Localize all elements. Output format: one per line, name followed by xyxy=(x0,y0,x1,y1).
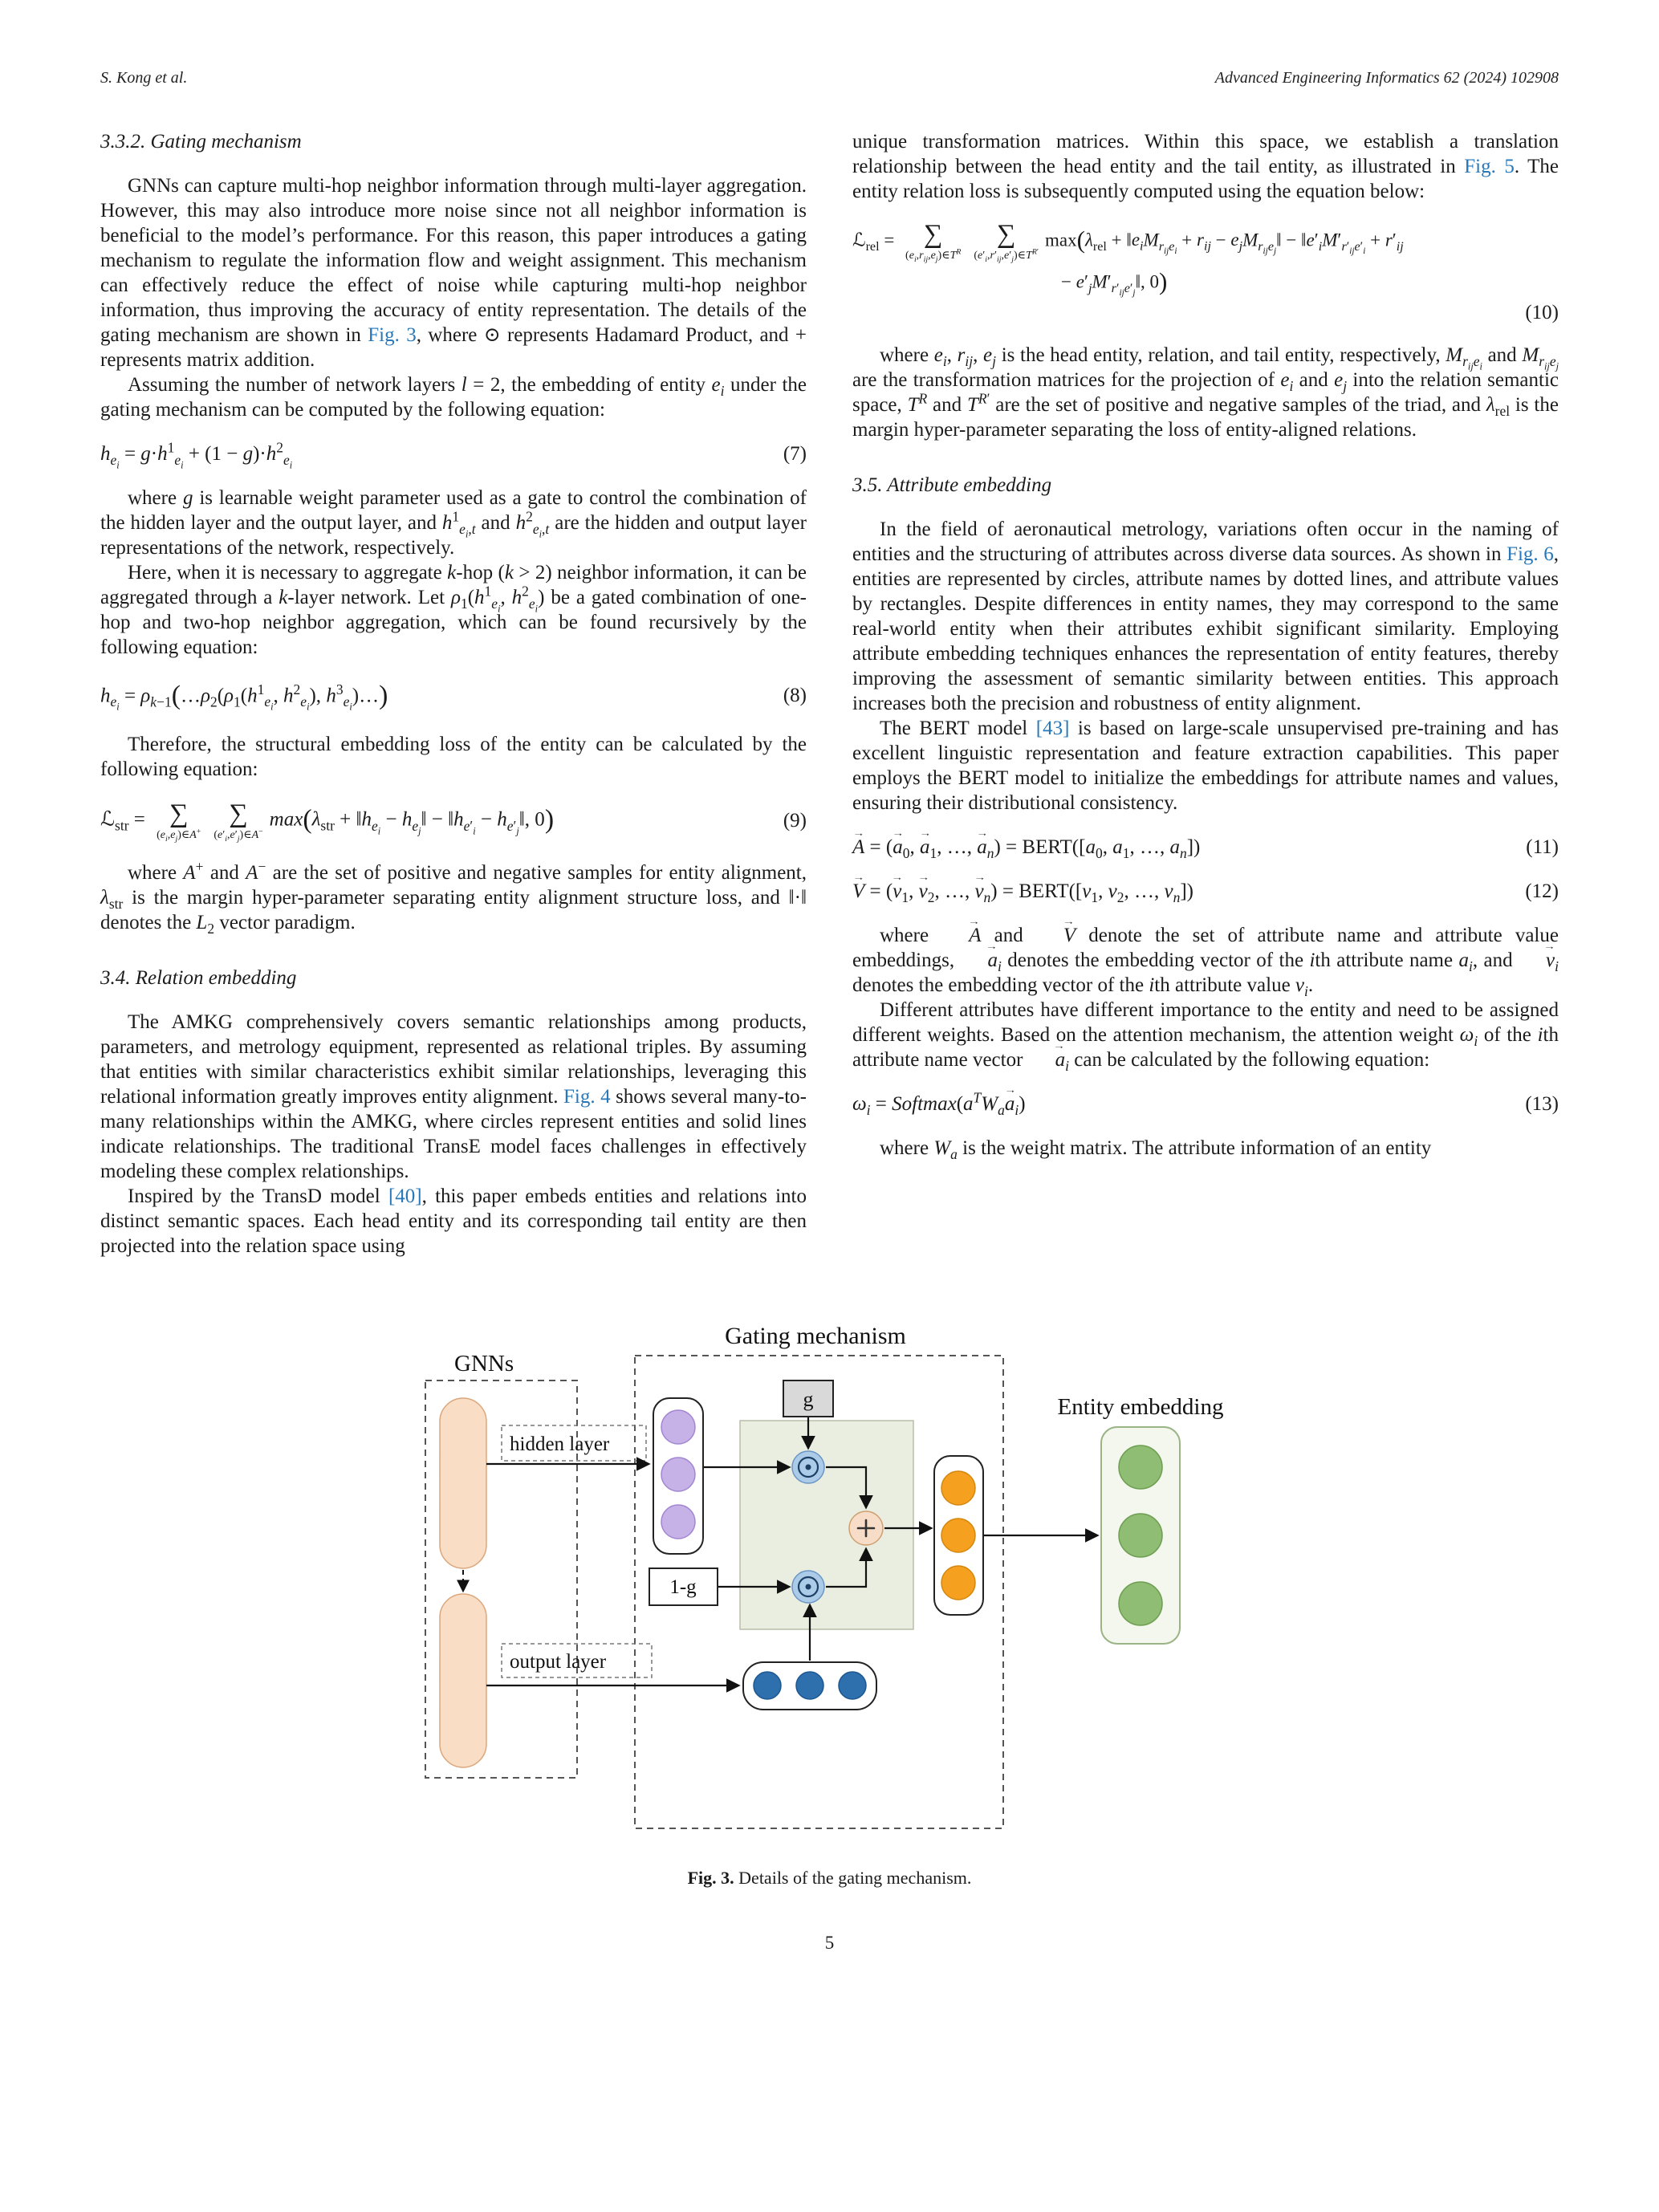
journal-name: Advanced Engineering Informatics 62 (2024) 102908 xyxy=(1214,69,1559,87)
equation-body: ℒ$_{str}$ = ∑ $(e_i,e_j)\in A^+$ ∑ $(e'_i,e'_j)\in A^-$ $\max(\lambda_{str}$ + $‖h_{e_i}$ − $h_{e_j}‖$ − $‖h_{e'_i}$ − $h_{e'_j}‖$, 0) xyxy=(100,799,555,844)
paragraph: GNNs can capture multi-hop neighbor information through multi-layer aggregation. However, this may also introduce more noise since not all neighbor information is beneficial to the model’s performance. For this reason, this paper introduces a gating mechanism to regulate the information flow and weight assignment. This mechanism can effectively reduce the effect of noise while capturing multi-hop neighbor information, thus improving the accuracy of entity representation. The details of the gating mechanism are shown in Fig. 3, where ⊙ represents Hadamard Product, and + represents matrix addition. xyxy=(100,175,807,371)
equation-body: ℒ$_{rel}$ = ∑ $(e_i,r_{ij},e_j)\in T^R$ ∑ $(e'_i,r'_{ij},e'_j)\in T^{R'}$ $\max(\lambda_{rel}$ + $‖e_iM_{r_{ij}e_i} + r_{ij}$ − $e_jM_{r_{ij}e_j}‖$ − $‖e'_iM'_{r'_{ij}e'_i} + r'_{ij}$ xyxy=(852,220,1404,264)
page-header xyxy=(100,69,1559,87)
right-column xyxy=(852,129,1559,1258)
equation-number: (8) xyxy=(783,685,807,707)
equation-body: A → = ($a \to_0$, $a \to_1$, …, $a \to_n$) = $BERT([a_0$, $a_1$, …, $a_n$]) xyxy=(852,835,1200,860)
hadamard-product-top-icon xyxy=(792,1451,824,1483)
gnn-output-layer-pill xyxy=(440,1594,486,1767)
paragraph: Inspired by the TransD model [40], this paper embeds entities and relations into distinct semantic spaces. Each head entity and its corresponding tail entity are then projected into the relation space using xyxy=(100,1185,807,1257)
fig-6-ref[interactable]: Fig. 6 xyxy=(1507,543,1554,566)
gnns-label: GNNs xyxy=(453,1350,514,1376)
figure-title: Gating mechanism xyxy=(724,1322,906,1349)
running-authors: S. Kong et al. xyxy=(100,69,188,87)
entity-embedding-vector xyxy=(1101,1427,1180,1644)
equation-10 xyxy=(852,222,1559,325)
citation-43[interactable]: [43] xyxy=(1035,718,1070,740)
gating-panel xyxy=(740,1421,913,1629)
two-column-body xyxy=(100,129,1559,1258)
paragraph: where $W_a$ is the weight matrix. The attribute information of an entity xyxy=(880,1137,1432,1163)
figure-caption-text: Details of the gating mechanism. xyxy=(734,1867,972,1888)
paragraph: Different attributes have different importance to the entity and need to be assigned different weights. Based on the attention mechanism, the attention weight $\omega_i$ of the ith attribute name vector $a \to_i$ can be calculated by the following equation: xyxy=(852,998,1559,1072)
paragraph: where g is learnable weight parameter used as a gate to control the combination of the hidden layer and the output layer, and $h^1_{e_i,t}$ and $h^2_{e_i,t}$ are the hidden and output layer representations of the network, respectively. xyxy=(100,487,807,559)
gnn-hidden-layer-pill xyxy=(440,1398,486,1568)
equation-number: (7) xyxy=(783,443,807,465)
paragraph: Therefore, the structural embedding loss of the entity can be calculated by the following equation: xyxy=(100,733,807,780)
equation-9 xyxy=(100,799,807,844)
hadamard-product-bottom-icon xyxy=(792,1571,824,1603)
equation-number: (13) xyxy=(1525,1093,1559,1116)
section-heading-332: 3.3.2. Gating mechanism xyxy=(100,131,302,152)
equation-number: (11) xyxy=(1526,836,1559,859)
hidden-layer-vector xyxy=(653,1398,703,1554)
section-heading-34: 3.4. Relation embedding xyxy=(100,966,297,989)
paragraph: where A → and V → denote the set of attribute name and attribute value embeddings, $a \to_i$ denotes the embedding vector of the ith attribute name $a_i$, and $v \to_i$ denotes the embedding vector of the ith attribute value $v_i$. xyxy=(852,923,1559,998)
matrix-addition-icon xyxy=(849,1511,883,1545)
paragraph: where A+ and A− are the set of positive and negative samples for entity alignment, $\lambda_{str}$ is the margin hyper-parameter separating entity alignment structure loss, and ‖·‖ denotes the $L_2$ vector paradigm. xyxy=(100,858,807,937)
fig-4-ref[interactable]: Fig. 4 xyxy=(563,1085,611,1108)
equation-body: $h_{e_i}$ = $\rho_{k-1}(\dots\rho_2(\rho_1(h^1_{e_i}$, $h^2_{e_i}$), $h^3_{e_i})\dots$) xyxy=(100,681,388,713)
paragraph: The BERT model [43] is based on large-scale unsupervised pre-training and has excellent linguistic representation and feature extraction capabilities. This paper employs the BERT model to initialize the embeddings for attribute names and values, ensuring their distributional consistency. xyxy=(852,718,1559,815)
gating-mechanism-diagram xyxy=(411,1323,1249,1844)
equation-body: V → = ($v \to_1$, $v \to_2$, …, $v \to_n$) = $BERT([v_1$, $v_2$, …, $v_n$]) xyxy=(852,879,1193,904)
fig-5-ref[interactable]: Fig. 5 xyxy=(1464,156,1515,177)
figure-caption-label: Fig. 3. xyxy=(687,1867,734,1888)
citation-40[interactable]: [40] xyxy=(388,1185,422,1207)
equation-12 xyxy=(852,879,1559,904)
equation-body: $\omega_i$ = $Softmax(a^TW_aa \to_i)$ xyxy=(852,1092,1026,1116)
equation-number: (12) xyxy=(1525,880,1559,903)
equation-8 xyxy=(100,679,807,713)
hidden-layer-label: hidden layer xyxy=(509,1433,609,1455)
figure-3 xyxy=(411,1323,1249,1889)
equation-7 xyxy=(100,439,807,471)
equation-13 xyxy=(852,1090,1559,1119)
page-number: 5 xyxy=(824,1932,835,1953)
entity-embedding-label: Entity embedding xyxy=(1057,1393,1223,1420)
figure-caption xyxy=(411,1868,1249,1889)
paragraph: unique transformation matrices. Within this space, we establish a translation relationship between the head entity and the tail entity, as illustrated in Fig. 5. The entity relation loss is subsequently computed using the equation below: xyxy=(852,131,1559,202)
paragraph: In the field of aeronautical metrology, variations often occur in the naming of entities and the structuring of attributes across diverse data sources. As shown in Fig. 6, entities are represented by circles, attribute names by dotted lines, and attribute values by rectangles. Despite differences in entity names, they may correspond to the same real-world entity when their attributes exhibit significant similarity. Employing attribute embedding techniques enhances the representation of entity features, thereby improving the assessment of semantic similarity between entities. This approach increases both the precision and robustness of entity alignment. xyxy=(852,518,1559,715)
gate-weight-label: g xyxy=(803,1387,813,1411)
paragraph: Assuming the number of network layers l = 2, the embedding of entity $e_i$ under the gating mechanism can be computed by the following equation: xyxy=(100,374,807,421)
equation-number: (9) xyxy=(783,810,807,832)
section-heading-35: 3.5. Attribute embedding xyxy=(852,474,1052,497)
fig-3-ref[interactable]: Fig. 3 xyxy=(368,324,417,346)
paragraph: Here, when it is necessary to aggregate k-hop (k > 2) neighbor information, it can be aggregated through a k-layer network. Let $\rho_1(h^1_{e_i}$, $h^2_{e_i}$) be a gated combination of one-hop and two-hop neighbor aggregation, which can be found recursively by the following equation: xyxy=(100,562,807,658)
left-column xyxy=(100,129,807,1258)
paragraph: The AMKG comprehensively covers semantic relationships among products, parameters, and metrology equipment, represented as relational triples. By assuming that entities with similar characteristics exhibit similar relationships, leveraging this relational information greatly improves entity alignment. Fig. 4 shows several many-to-many relationships within the AMKG, where circles represent entities and solid lines indicate relationships. The traditional TransE model faces challenges in effectively modeling these complex relationships. xyxy=(100,1010,807,1182)
equation-number: (10) xyxy=(1525,302,1559,324)
equation-11 xyxy=(852,835,1559,860)
equation-body: $h_{e_i} = g\cdot h^1_{e_i} + (1 - g)\cdot h^2_{e_i}$ xyxy=(100,439,293,471)
one-minus-g-label: 1-g xyxy=(669,1576,697,1598)
paragraph: where $e_i$, $r_{ij}$, $e_j$ is the head entity, relation, and tail entity, respectively, $M_{r_{ij}e_i}$ and $M_{r_{ij}e_j}$ are the transformation matrices for the projection of $e_i$ and $e_j$ into the relation semantic space, $T^R$ and $T^{R'}$ are the set of positive and negative samples of the triad, and $\lambda_{rel}$ is the margin hyper-parameter separating the loss of entity-aligned relations. xyxy=(852,344,1559,441)
output-layer-label: output layer xyxy=(509,1650,606,1673)
output-layer-vector xyxy=(743,1662,876,1710)
aggregated-vector xyxy=(934,1456,983,1615)
equation-body: − $e'_jM'_{r'_{ij}e'_j}‖$, 0) xyxy=(1061,267,1168,299)
